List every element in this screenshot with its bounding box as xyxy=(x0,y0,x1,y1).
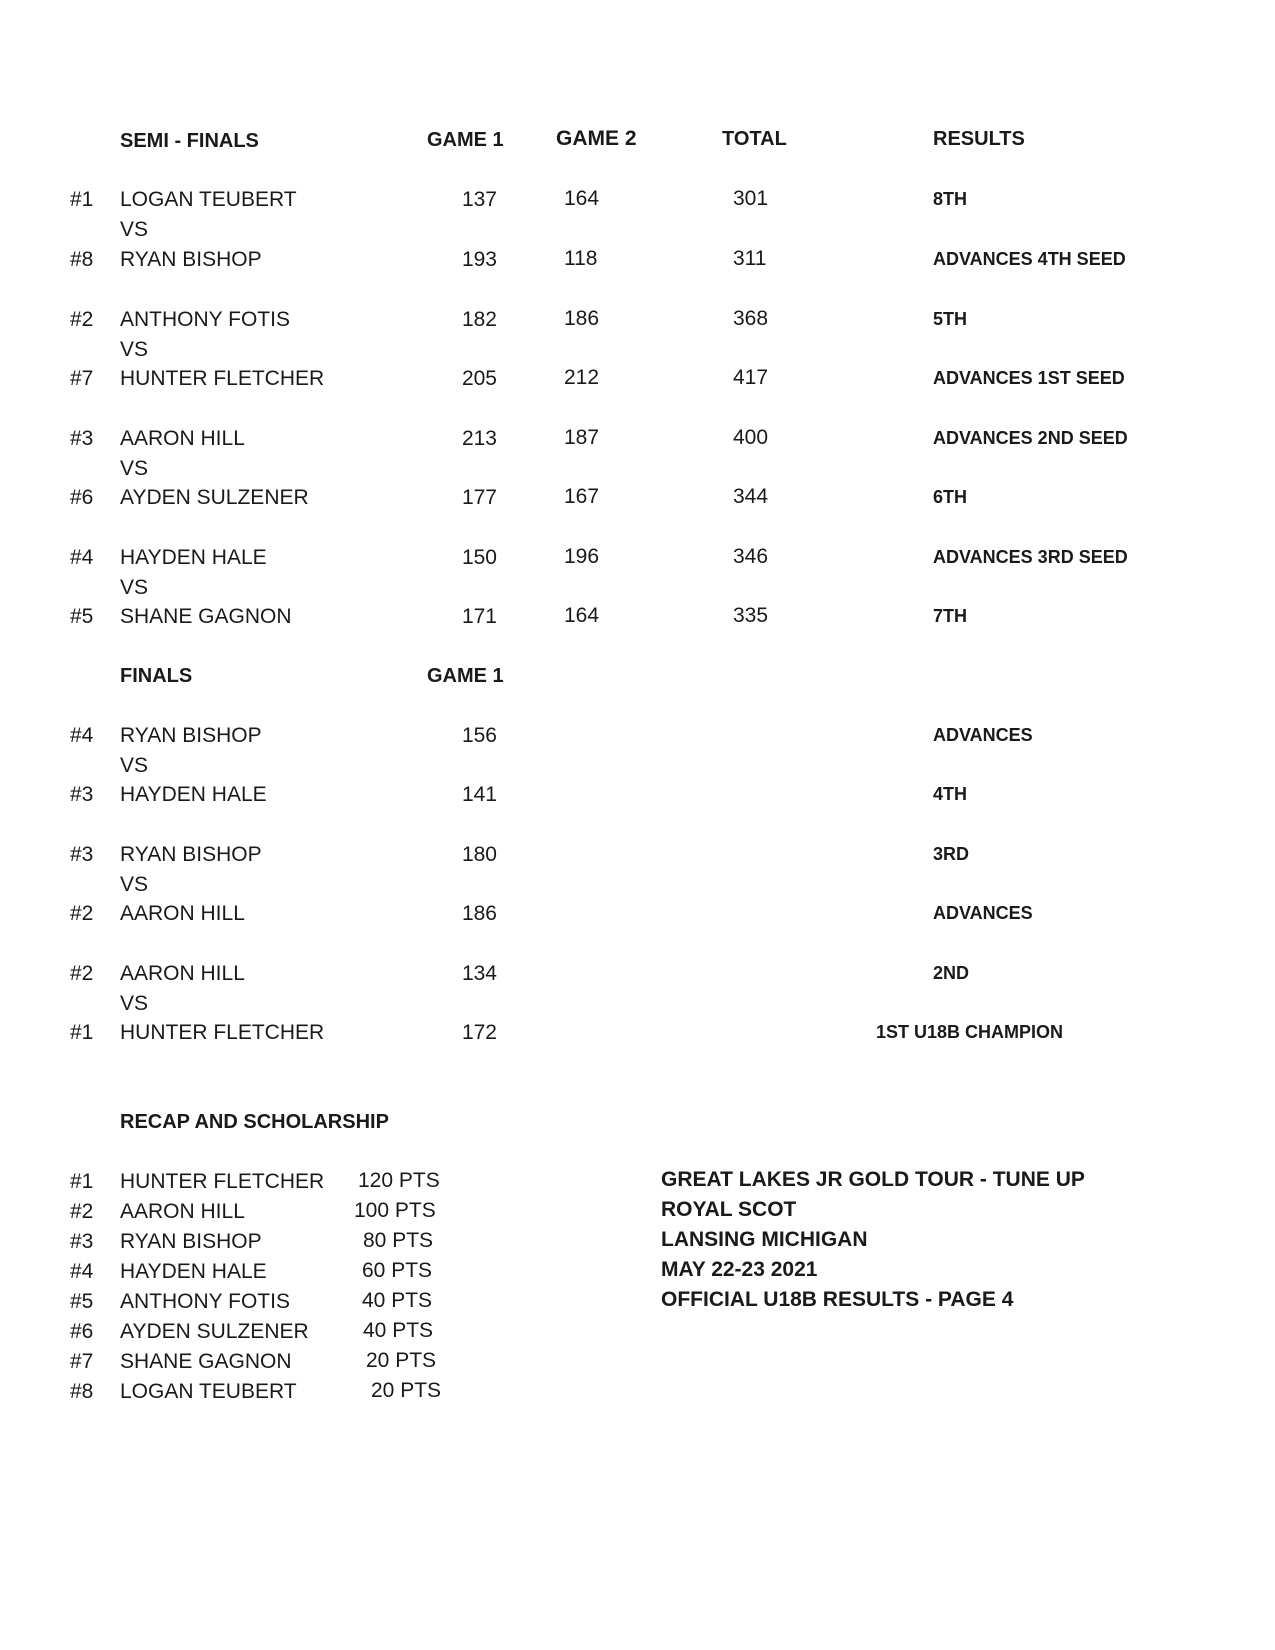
player-name: RYAN BISHOP xyxy=(120,843,262,866)
game1-score: 182 xyxy=(461,308,497,331)
event-venue: ROYAL SCOT xyxy=(661,1198,797,1221)
player-name: LOGAN TEUBERT xyxy=(120,188,297,211)
result: ADVANCES xyxy=(933,725,1033,745)
result: ADVANCES xyxy=(933,903,1033,923)
semi-results-header: RESULTS xyxy=(933,128,1025,150)
seed: #5 xyxy=(70,605,94,628)
seed: #2 xyxy=(70,308,94,331)
event-title: GREAT LAKES JR GOLD TOUR - TUNE UP xyxy=(661,1168,1085,1191)
points: 100 PTS xyxy=(354,1199,436,1222)
points: 80 PTS xyxy=(363,1229,434,1252)
player-name: LOGAN TEUBERT xyxy=(120,1380,297,1403)
total-score: 311 xyxy=(733,247,767,270)
game2-score: 167 xyxy=(564,485,600,508)
points: 40 PTS xyxy=(362,1289,433,1312)
finals-game1-header: GAME 1 xyxy=(427,665,504,687)
total-score: 368 xyxy=(733,307,769,330)
vs-label: VS xyxy=(120,754,149,777)
player-name: AYDEN SULZENER xyxy=(120,486,309,509)
game1-score: 134 xyxy=(461,962,497,985)
total-score: 335 xyxy=(733,604,769,627)
game1-score: 156 xyxy=(461,724,497,747)
seed: #1 xyxy=(70,1021,94,1044)
player-name: ANTHONY FOTIS xyxy=(120,1290,290,1313)
result: 2ND xyxy=(933,963,970,983)
player-name: AARON HILL xyxy=(120,902,245,925)
player-name: AARON HILL xyxy=(120,962,245,985)
event-location: LANSING MICHIGAN xyxy=(661,1228,868,1251)
seed: #3 xyxy=(70,843,94,866)
result: 8TH xyxy=(933,189,968,209)
result: 5TH xyxy=(933,309,968,329)
player-name: RYAN BISHOP xyxy=(120,1230,262,1253)
points: 20 PTS xyxy=(366,1349,437,1372)
seed: #4 xyxy=(70,1260,94,1283)
seed: #3 xyxy=(70,1230,94,1253)
result: ADVANCES 2ND SEED xyxy=(933,428,1128,448)
recap-heading: RECAP AND SCHOLARSHIP xyxy=(120,1111,389,1133)
game2-score: 186 xyxy=(564,307,600,330)
vs-label: VS xyxy=(120,992,149,1015)
total-score: 344 xyxy=(733,485,769,508)
seed: #6 xyxy=(70,1320,94,1343)
game1-score: 205 xyxy=(461,367,497,390)
player-name: RYAN BISHOP xyxy=(120,724,262,747)
game1-score: 213 xyxy=(461,427,497,450)
seed: #2 xyxy=(70,962,94,985)
player-name: AYDEN SULZENER xyxy=(120,1320,309,1343)
game1-score: 141 xyxy=(461,783,497,806)
result: 1ST U18B CHAMPION xyxy=(876,1022,1064,1042)
game1-score: 193 xyxy=(461,248,497,271)
total-score: 400 xyxy=(733,426,769,449)
semi-game1-header: GAME 1 xyxy=(427,129,504,151)
player-name: HAYDEN HALE xyxy=(120,783,267,806)
game1-score: 180 xyxy=(461,843,497,866)
vs-label: VS xyxy=(120,576,149,599)
finals-heading: FINALS xyxy=(120,665,193,687)
total-score: 301 xyxy=(733,187,769,210)
seed: #1 xyxy=(70,1170,94,1193)
seed: #6 xyxy=(70,486,94,509)
game1-score: 137 xyxy=(461,188,497,211)
game1-score: 171 xyxy=(461,605,497,628)
player-name: HUNTER FLETCHER xyxy=(120,1170,325,1193)
seed: #8 xyxy=(70,248,94,271)
semi-total-header: TOTAL xyxy=(722,128,787,150)
seed: #4 xyxy=(70,724,94,747)
game2-score: 164 xyxy=(564,187,600,210)
game1-score: 177 xyxy=(461,486,497,509)
player-name: HUNTER FLETCHER xyxy=(120,1021,325,1044)
game1-score: 150 xyxy=(461,546,497,569)
seed: #3 xyxy=(70,783,94,806)
game2-score: 196 xyxy=(564,545,600,568)
vs-label: VS xyxy=(120,338,149,361)
points: 120 PTS xyxy=(358,1169,440,1192)
seed: #3 xyxy=(70,427,94,450)
semi-finals-heading: SEMI - FINALS xyxy=(120,130,259,152)
player-name: ANTHONY FOTIS xyxy=(120,308,290,331)
game2-score: 164 xyxy=(564,604,600,627)
seed: #8 xyxy=(70,1380,94,1403)
game2-score: 212 xyxy=(564,366,600,389)
vs-label: VS xyxy=(120,457,149,480)
player-name: AARON HILL xyxy=(120,1200,245,1223)
player-name: SHANE GAGNON xyxy=(120,605,292,628)
points: 20 PTS xyxy=(371,1379,442,1402)
seed: #7 xyxy=(70,367,94,390)
result: ADVANCES 4TH SEED xyxy=(933,249,1126,269)
game2-score: 118 xyxy=(564,247,598,270)
player-name: RYAN BISHOP xyxy=(120,248,262,271)
vs-label: VS xyxy=(120,218,149,241)
result: 4TH xyxy=(933,784,968,804)
game1-score: 186 xyxy=(461,902,497,925)
vs-label: VS xyxy=(120,873,149,896)
event-page-label: OFFICIAL U18B RESULTS - PAGE 4 xyxy=(661,1288,1014,1311)
total-score: 346 xyxy=(733,545,769,568)
points: 60 PTS xyxy=(362,1259,433,1282)
total-score: 417 xyxy=(733,366,769,389)
result: 3RD xyxy=(933,844,970,864)
event-date: MAY 22-23 2021 xyxy=(661,1258,818,1281)
seed: #2 xyxy=(70,1200,94,1223)
result: ADVANCES 3RD SEED xyxy=(933,547,1128,567)
seed: #7 xyxy=(70,1350,94,1373)
player-name: AARON HILL xyxy=(120,427,245,450)
seed: #4 xyxy=(70,546,94,569)
seed: #2 xyxy=(70,902,94,925)
player-name: HAYDEN HALE xyxy=(120,1260,267,1283)
seed: #1 xyxy=(70,188,94,211)
game1-score: 172 xyxy=(461,1021,497,1044)
points: 40 PTS xyxy=(363,1319,434,1342)
game2-score: 187 xyxy=(564,426,600,449)
result: 7TH xyxy=(933,606,968,626)
player-name: SHANE GAGNON xyxy=(120,1350,292,1373)
result: ADVANCES 1ST SEED xyxy=(933,368,1125,388)
semi-game2-header: GAME 2 xyxy=(556,127,637,150)
player-name: HUNTER FLETCHER xyxy=(120,367,325,390)
seed: #5 xyxy=(70,1290,94,1313)
result: 6TH xyxy=(933,487,968,507)
player-name: HAYDEN HALE xyxy=(120,546,267,569)
